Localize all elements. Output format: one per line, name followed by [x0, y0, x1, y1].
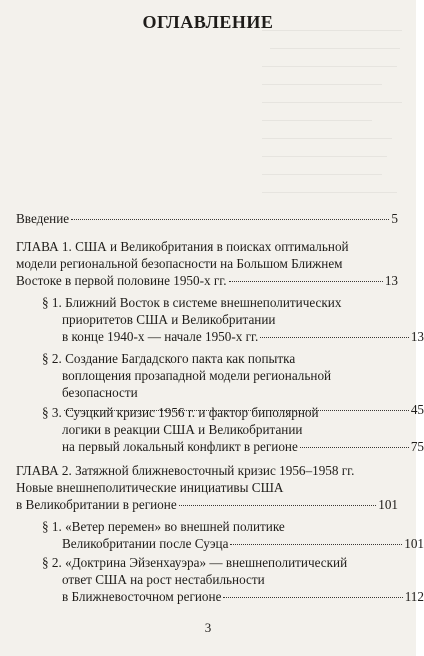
- section-page: 75: [410, 439, 424, 454]
- section-line: § 3. Суэцкий кризис 1956 г. и фактор биполярной: [42, 405, 319, 420]
- section-line: ответ США на рост нестабильности: [62, 572, 265, 587]
- chapter-2-page: 101: [378, 497, 398, 512]
- toc-chapter-1[interactable]: [16, 238, 398, 289]
- leader-dots: [179, 505, 377, 506]
- leader-dots: [223, 597, 402, 598]
- leader-dots: [229, 281, 383, 282]
- section-line: § 2. «Доктрина Эйзенхауэра» — внешнеполитический: [42, 555, 348, 570]
- chapter-1-heading-line-2: модели региональной безопасности на Большом Ближнем: [16, 256, 343, 271]
- chapter-1-heading-line-3: Востоке в первой половине 1950-х гг.: [16, 273, 227, 288]
- toc-chapter-2-section-2[interactable]: [16, 554, 424, 605]
- section-line: в конце 1940-х — начале 1950-х гг.: [62, 329, 259, 344]
- chapter-1-heading-line-1: ГЛАВА 1. США и Великобритания в поисках оптимальной: [16, 239, 349, 254]
- section-line: воплощения прозападной модели региональной: [62, 368, 332, 383]
- section-line: § 1. Ближний Восток в системе внешнеполитических: [42, 295, 342, 310]
- toc-chapter-1-section-3[interactable]: [16, 404, 424, 455]
- section-page: 101: [404, 536, 424, 551]
- leader-dots: [71, 219, 389, 220]
- toc-title: ОГЛАВЛЕНИЕ: [142, 12, 274, 32]
- section-line: Великобритании после Суэца: [62, 536, 229, 551]
- section-line: логики в реакции США и Великобритании: [62, 422, 303, 437]
- section-page: 13: [410, 329, 424, 344]
- chapter-1-page: 13: [384, 273, 398, 288]
- toc-chapter-1-section-1[interactable]: [16, 294, 424, 345]
- section-page: 112: [404, 589, 424, 604]
- intro-page: 5: [391, 211, 398, 226]
- leader-dots: [230, 544, 402, 545]
- page-number: 3: [204, 620, 212, 635]
- toc-chapter-2-section-1[interactable]: [16, 518, 424, 552]
- leader-dots: [300, 447, 409, 448]
- intro-label: Введение: [16, 211, 70, 226]
- chapter-2-heading-line-1: ГЛАВА 2. Затяжной ближневосточный кризис 1956–1958 гг.: [16, 463, 355, 478]
- section-line: § 2. Создание Багдадского пакта как попытка: [42, 351, 296, 366]
- chapter-2-heading-line-2: Новые внешнеполитические инициативы США: [16, 480, 284, 495]
- section-line: безопасности: [62, 385, 138, 400]
- section-line: § 1. «Ветер перемен» во внешней политике: [42, 519, 285, 534]
- leader-dots: [260, 337, 409, 338]
- section-line: на первый локальный конфликт в регионе: [62, 439, 298, 454]
- section-line: приоритетов США и Великобритании: [62, 312, 276, 327]
- toc-intro[interactable]: [16, 210, 398, 227]
- section-page: 45: [410, 402, 424, 417]
- toc-chapter-2[interactable]: [16, 462, 398, 513]
- section-line: в Ближневосточном регионе: [62, 589, 222, 604]
- chapter-2-heading-line-3: в Великобритании в регионе: [16, 497, 177, 512]
